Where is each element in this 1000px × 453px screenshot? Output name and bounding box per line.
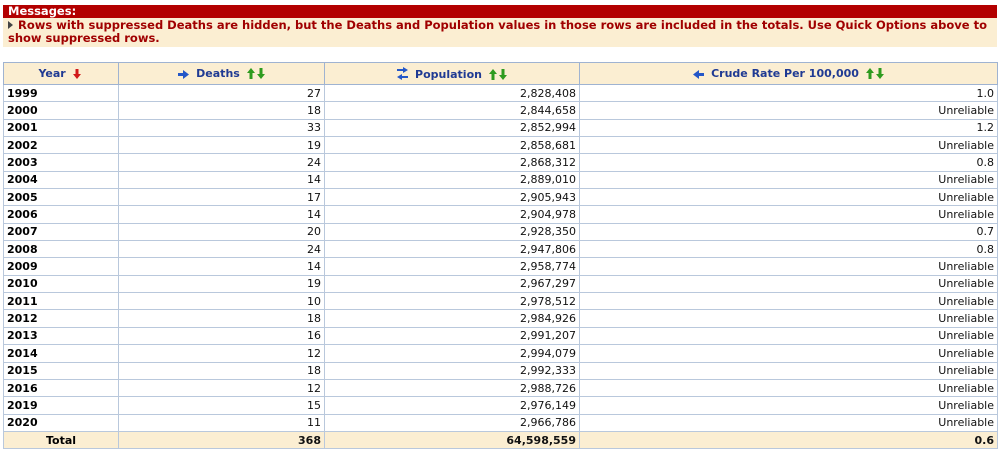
messages-text: Rows with suppressed Deaths are hidden, but the Deaths and Population values in those rows are included in the totals. Use Quick Options above to show suppressed rows.	[8, 18, 987, 45]
cell-population: 2,844,658	[325, 102, 580, 119]
sort-toggle-icon[interactable]	[247, 68, 265, 79]
table-row	[4, 119, 998, 136]
cell-crude-rate: Unreliable	[580, 345, 998, 362]
cell-year: 2012	[4, 310, 119, 327]
table-row	[4, 293, 998, 310]
cell-deaths: 24	[119, 154, 325, 171]
messages-panel	[3, 5, 997, 47]
move-left-icon[interactable]	[693, 70, 704, 79]
cell-crude-rate: Unreliable	[580, 258, 998, 275]
cell-crude-rate: Unreliable	[580, 414, 998, 431]
cell-year: 2001	[4, 119, 119, 136]
table-body	[4, 85, 998, 449]
cell-crude-rate: Unreliable	[580, 275, 998, 292]
cell-deaths: 19	[119, 275, 325, 292]
cell-population: 2,976,149	[325, 397, 580, 414]
cell-crude-rate: Unreliable	[580, 379, 998, 396]
cell-deaths: 18	[119, 102, 325, 119]
table-row	[4, 223, 998, 240]
table-row	[4, 102, 998, 119]
sort-desc-red-icon[interactable]	[73, 69, 81, 79]
cell-deaths: 14	[119, 258, 325, 275]
table-row	[4, 154, 998, 171]
cell-deaths: 11	[119, 414, 325, 431]
sort-toggle-icon[interactable]	[866, 68, 884, 79]
cell-deaths: 12	[119, 345, 325, 362]
cell-crude-rate: 1.2	[580, 119, 998, 136]
cell-year: 2002	[4, 137, 119, 154]
messages-title: Messages:	[3, 5, 997, 18]
total-label: Total	[4, 431, 119, 448]
cell-population: 2,905,943	[325, 189, 580, 206]
cell-population: 2,904,978	[325, 206, 580, 223]
table-row	[4, 397, 998, 414]
messages-body	[3, 18, 997, 47]
cell-deaths: 18	[119, 362, 325, 379]
cell-deaths: 27	[119, 85, 325, 102]
expand-triangle-icon[interactable]	[8, 21, 13, 29]
column-header-crude-rate-label: Crude Rate Per 100,000	[711, 67, 859, 80]
cell-crude-rate: Unreliable	[580, 137, 998, 154]
column-header-deaths[interactable]	[119, 63, 325, 85]
cell-crude-rate: Unreliable	[580, 189, 998, 206]
cell-year: 2007	[4, 223, 119, 240]
cell-year: 2019	[4, 397, 119, 414]
cell-crude-rate: Unreliable	[580, 102, 998, 119]
cell-crude-rate: 0.8	[580, 154, 998, 171]
cell-deaths: 18	[119, 310, 325, 327]
total-crude-rate: 0.6	[580, 431, 998, 448]
cell-deaths: 33	[119, 119, 325, 136]
cell-deaths: 15	[119, 397, 325, 414]
table-row	[4, 171, 998, 188]
cell-population: 2,858,681	[325, 137, 580, 154]
cell-deaths: 17	[119, 189, 325, 206]
table-row	[4, 241, 998, 258]
table-row	[4, 85, 998, 102]
cell-population: 2,852,994	[325, 119, 580, 136]
sort-toggle-icon[interactable]	[489, 69, 507, 80]
cell-year: 2008	[4, 241, 119, 258]
table-row	[4, 345, 998, 362]
cell-crude-rate: 0.7	[580, 223, 998, 240]
cell-crude-rate: Unreliable	[580, 327, 998, 344]
total-population: 64,598,559	[325, 431, 580, 448]
cell-population: 2,994,079	[325, 345, 580, 362]
cell-deaths: 19	[119, 137, 325, 154]
cell-population: 2,984,926	[325, 310, 580, 327]
cell-year: 1999	[4, 85, 119, 102]
move-right-icon[interactable]	[178, 70, 189, 79]
cell-population: 2,828,408	[325, 85, 580, 102]
table-row	[4, 258, 998, 275]
total-row	[4, 431, 998, 448]
cell-population: 2,988,726	[325, 379, 580, 396]
cell-population: 2,992,333	[325, 362, 580, 379]
cell-year: 2000	[4, 102, 119, 119]
cell-year: 2004	[4, 171, 119, 188]
cell-population: 2,947,806	[325, 241, 580, 258]
column-header-year[interactable]	[4, 63, 119, 85]
table-row	[4, 310, 998, 327]
cell-year: 2006	[4, 206, 119, 223]
column-header-crude-rate[interactable]	[580, 63, 998, 85]
cell-crude-rate: 0.8	[580, 241, 998, 258]
cell-deaths: 20	[119, 223, 325, 240]
total-deaths: 368	[119, 431, 325, 448]
cell-crude-rate: Unreliable	[580, 293, 998, 310]
cell-year: 2020	[4, 414, 119, 431]
cell-population: 2,966,786	[325, 414, 580, 431]
cell-deaths: 14	[119, 171, 325, 188]
cell-crude-rate: Unreliable	[580, 362, 998, 379]
cell-crude-rate: 1.0	[580, 85, 998, 102]
cell-year: 2011	[4, 293, 119, 310]
cell-deaths: 12	[119, 379, 325, 396]
cell-crude-rate: Unreliable	[580, 310, 998, 327]
cell-deaths: 10	[119, 293, 325, 310]
table-row	[4, 275, 998, 292]
results-table	[3, 62, 998, 449]
cell-population: 2,958,774	[325, 258, 580, 275]
cell-year: 2014	[4, 345, 119, 362]
column-header-deaths-label: Deaths	[196, 67, 240, 80]
cell-year: 2015	[4, 362, 119, 379]
cell-deaths: 16	[119, 327, 325, 344]
cell-year: 2016	[4, 379, 119, 396]
cell-population: 2,928,350	[325, 223, 580, 240]
header-row	[4, 63, 998, 85]
cell-year: 2013	[4, 327, 119, 344]
column-header-population-label: Population	[415, 67, 482, 81]
cell-year: 2009	[4, 258, 119, 275]
column-header-year-label: Year	[38, 67, 66, 80]
cell-population: 2,889,010	[325, 171, 580, 188]
swap-updown-icon[interactable]	[397, 67, 408, 80]
cell-year: 2010	[4, 275, 119, 292]
table-row	[4, 362, 998, 379]
table-row	[4, 137, 998, 154]
table-row	[4, 327, 998, 344]
cell-population: 2,978,512	[325, 293, 580, 310]
cell-crude-rate: Unreliable	[580, 206, 998, 223]
cell-deaths: 24	[119, 241, 325, 258]
cell-crude-rate: Unreliable	[580, 171, 998, 188]
cell-population: 2,868,312	[325, 154, 580, 171]
table-row	[4, 189, 998, 206]
table-row	[4, 414, 998, 431]
column-header-population[interactable]	[325, 63, 580, 85]
cell-crude-rate: Unreliable	[580, 397, 998, 414]
table-row	[4, 379, 998, 396]
cell-deaths: 14	[119, 206, 325, 223]
cell-year: 2003	[4, 154, 119, 171]
cell-year: 2005	[4, 189, 119, 206]
cell-population: 2,991,207	[325, 327, 580, 344]
cell-population: 2,967,297	[325, 275, 580, 292]
table-row	[4, 206, 998, 223]
